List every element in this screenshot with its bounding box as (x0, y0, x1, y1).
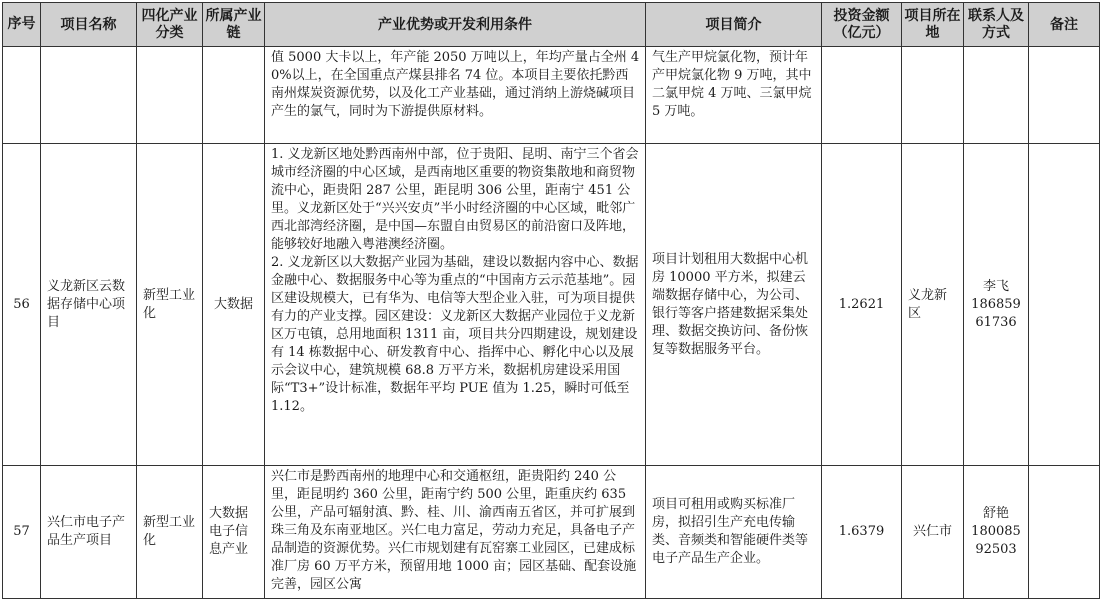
cell-advantage: 值 5000 大卡以上，年产能 2050 万吨以上，年均产量占全州 40%以上，在全国重点产煤县排名 74 位。本项目主要依托黔西南州煤炭资源优势，以及化工产业基础，通过消纳上游烧碱项目产生的氯气，同时为下游提供原材料。 (265, 47, 646, 144)
header-chain: 所属产业链 (203, 3, 265, 47)
cell-advantage: 兴仁市是黔西南州的地理中心和交通枢纽，距贵阳约 240 公里，距昆明约 360 公里，距南宁约 500 公里，距重庆约 635 公里，产品可辐射滇、黔、桂、川、渝西南五省区，并可扩展到珠三角及东南亚地区。兴仁电力富足，劳动力充足，具备电子产品制造的资源优势。兴仁市规划建有瓦窑寨工业园区，已建成标准厂房 60 万平方米，预留用地 1000 亩；园区基础、配套设施完善，园区公寓 (265, 466, 646, 599)
cell-seq: 57 (3, 466, 41, 599)
cell-seq (3, 47, 41, 144)
cell-name: 义龙新区云数据存储中心项目 (41, 144, 137, 466)
cell-chain: 大数据电子信息产业 (203, 466, 265, 599)
cell-summary: 项目可租用或购买标准厂房，拟招引生产充电传输类、音频类和智能硬件类等电子产品生产企业。 (646, 466, 822, 599)
cell-advantage: 1. 义龙新区地处黔西南州中部，位于贵阳、昆明、南宁三个省会城市经济圈的中心区域，是西南地区重要的物资集散地和商贸物流中心，距贵阳 287 公里，距昆明 306 公里，距南宁 451 公里。义龙新区处于“兴兴安贞”半小时经济圈的中心区域，毗邻广西北部湾经济圈，是中国—东盟自由贸易区的前沿窗口及阵地，能够较好地融入粤港澳经济圈。 2. 义龙新区以大数据产业园为基础，建设以数据内容中心、数据金融中心、数据服务中心等为重点的“中国南方云示范基地”。园区建设规模大，已有华为、电信等大型企业入驻，可为项目提供有力的产业支撑。园区建设：义龙新区大数据产业园位于义龙新区万屯镇，总用地面积 1311 亩，项目共分四期建设，规划建设有 14 栋数据中心、研发教育中心、指挥中心、孵化中心以及展示会议中心，建筑规模 68.8 万平方米，数据机房建设采用国际“T3+”设计标准，数据年平均 PUE 值为 1.25，瞬时可低至 1.12。 (265, 144, 646, 466)
header-remark: 备注 (1029, 3, 1100, 47)
header-category: 四化产业分类 (137, 3, 203, 47)
header-summary: 项目简介 (646, 3, 822, 47)
cell-name (41, 47, 137, 144)
header-name: 项目名称 (41, 3, 137, 47)
table-row (3, 47, 1100, 144)
project-table (2, 2, 1100, 599)
cell-investment: 1.2621 (822, 144, 902, 466)
cell-location: 义龙新区 (902, 144, 964, 466)
cell-category: 新型工业化 (137, 466, 203, 599)
cell-contact (964, 47, 1029, 144)
cell-name: 兴仁市电子产品生产项目 (41, 466, 137, 599)
cell-seq: 56 (3, 144, 41, 466)
cell-contact: 李飞 186859 61736 (964, 144, 1029, 466)
cell-investment (822, 47, 902, 144)
cell-location (902, 47, 964, 144)
header-row (3, 3, 1100, 47)
cell-summary: 项目计划租用大数据中心机房 10000 平方米，拟建云端数据存储中心，为公司、银行等客户搭建数据采集处理、数据交换访问、备份恢复等数据服务平台。 (646, 144, 822, 466)
header-investment: 投资金额（亿元） (822, 3, 902, 47)
cell-contact: 舒艳 180085 92503 (964, 466, 1029, 599)
cell-location: 兴仁市 (902, 466, 964, 599)
header-contact: 联系人及方式 (964, 3, 1029, 47)
header-location: 项目所在地 (902, 3, 964, 47)
cell-chain (203, 47, 265, 144)
header-advantage: 产业优势或开发利用条件 (265, 3, 646, 47)
cell-remark (1029, 466, 1100, 599)
header-seq: 序号 (3, 3, 41, 47)
table-row (3, 466, 1100, 599)
table-row (3, 144, 1100, 466)
cell-summary: 气生产甲烷氯化物，预计年产甲烷氯化物 9 万吨，其中二氯甲烷 4 万吨、三氯甲烷 5 万吨。 (646, 47, 822, 144)
cell-remark (1029, 47, 1100, 144)
cell-investment: 1.6379 (822, 466, 902, 599)
cell-category: 新型工业化 (137, 144, 203, 466)
cell-remark (1029, 144, 1100, 466)
cell-chain: 大数据 (203, 144, 265, 466)
cell-category (137, 47, 203, 144)
